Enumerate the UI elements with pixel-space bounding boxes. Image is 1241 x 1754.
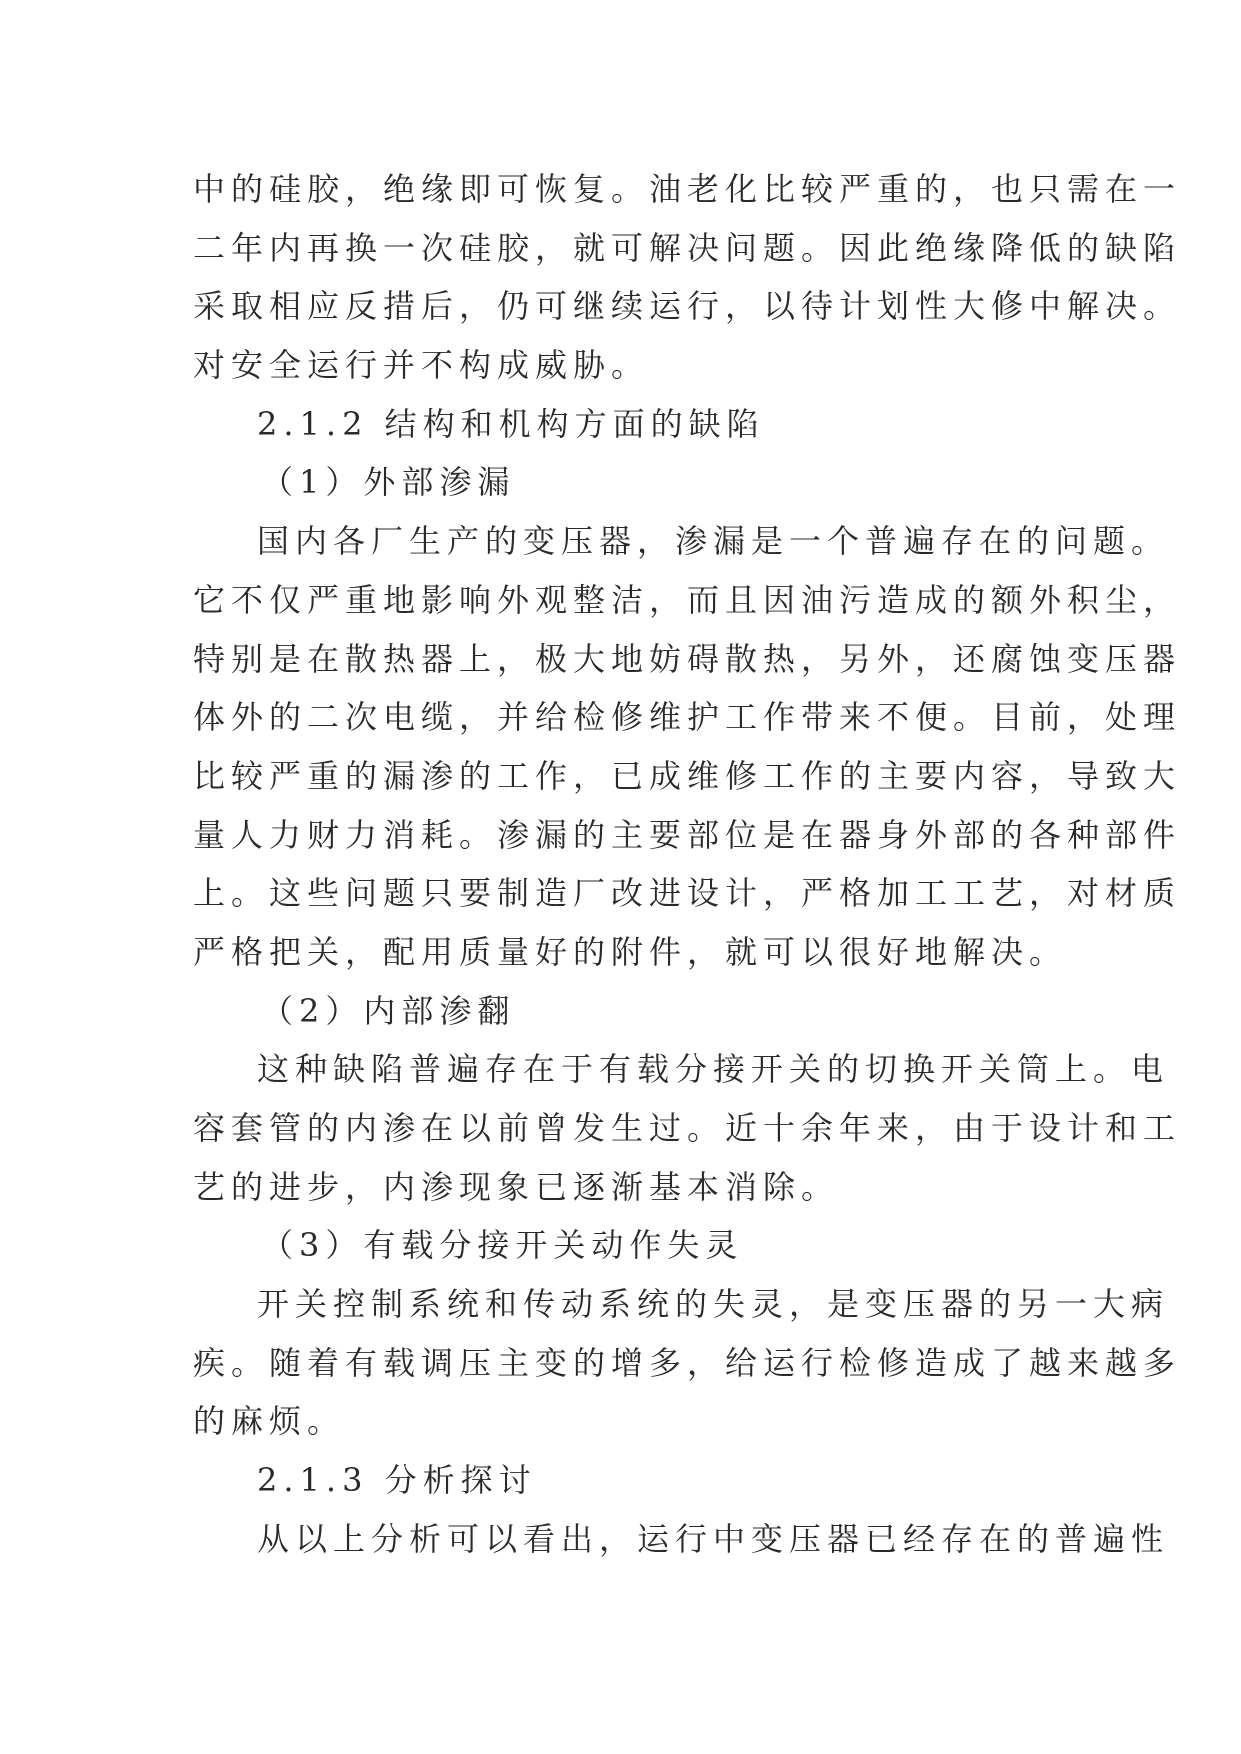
paragraph-first-line: 国内各厂生产的变压器，渗漏是一个普遍存在的问题。 [257, 522, 1170, 561]
body-line: 艺的进步，内渗现象已逐渐基本消除。 [193, 1167, 840, 1206]
body-line: 中的硅胶，绝缘即可恢复。油老化比较严重的，也只需在一 [193, 170, 1182, 208]
paragraph-first-line: 开关控制系统和传动系统的失灵，是变压器的另一大病 [257, 1285, 1170, 1324]
body-line: 它不仅严重地影响外观整洁，而且因油污造成的额外积尘， [193, 580, 1182, 619]
section-heading: 2.1.2 结构和机构方面的缺陷 [257, 404, 765, 443]
body-line: 采取相应反措后，仍可继续运行，以待计划性大修中解决。 [193, 287, 1182, 326]
body-line: 的麻烦。 [193, 1402, 346, 1441]
section-heading: 2.1.3 分析探讨 [257, 1461, 537, 1500]
body-line: 二年内再换一次硅胶，就可解决问题。因此绝缘降低的缺陷 [193, 228, 1182, 267]
body-line: 容套管的内渗在以前曾发生过。近十余年来，由于设计和工 [193, 1109, 1182, 1147]
body-line: 特别是在散热器上，极大地妨碍散热，另外，还腐蚀变压器 [193, 639, 1182, 678]
document-body [193, 160, 1182, 1569]
body-line: 比较严重的漏渗的工作，已成维修工作的主要内容，导致大 [193, 756, 1182, 795]
subsection-heading: （3）有载分接开关动作失灵 [261, 1226, 744, 1265]
body-line: 量人力财力消耗。渗漏的主要部位是在器身外部的各种部件 [193, 815, 1182, 854]
body-line: 严格把关，配用质量好的附件，就可以很好地解决。 [193, 932, 1068, 971]
body-line: 上。这些问题只要制造厂改进设计，严格加工工艺，对材质 [193, 874, 1182, 913]
body-line: 疾。随着有载调压主变的增多，给运行检修造成了越来越多 [193, 1343, 1182, 1382]
subsection-heading: （1）外部渗漏 [261, 463, 516, 502]
body-line: 对安全运行并不构成威胁。 [193, 346, 650, 385]
subsection-heading: （2）内部渗翻 [261, 991, 516, 1030]
paragraph-first-line: 这种缺陷普遍存在于有载分接开关的切换开关筒上。电 [257, 1050, 1170, 1089]
paragraph-first-line: 从以上分析可以看出，运行中变压器已经存在的普遍性 [257, 1519, 1170, 1558]
body-line: 体外的二次电缆，并给检修维护工作带来不便。目前，处理 [193, 698, 1182, 737]
